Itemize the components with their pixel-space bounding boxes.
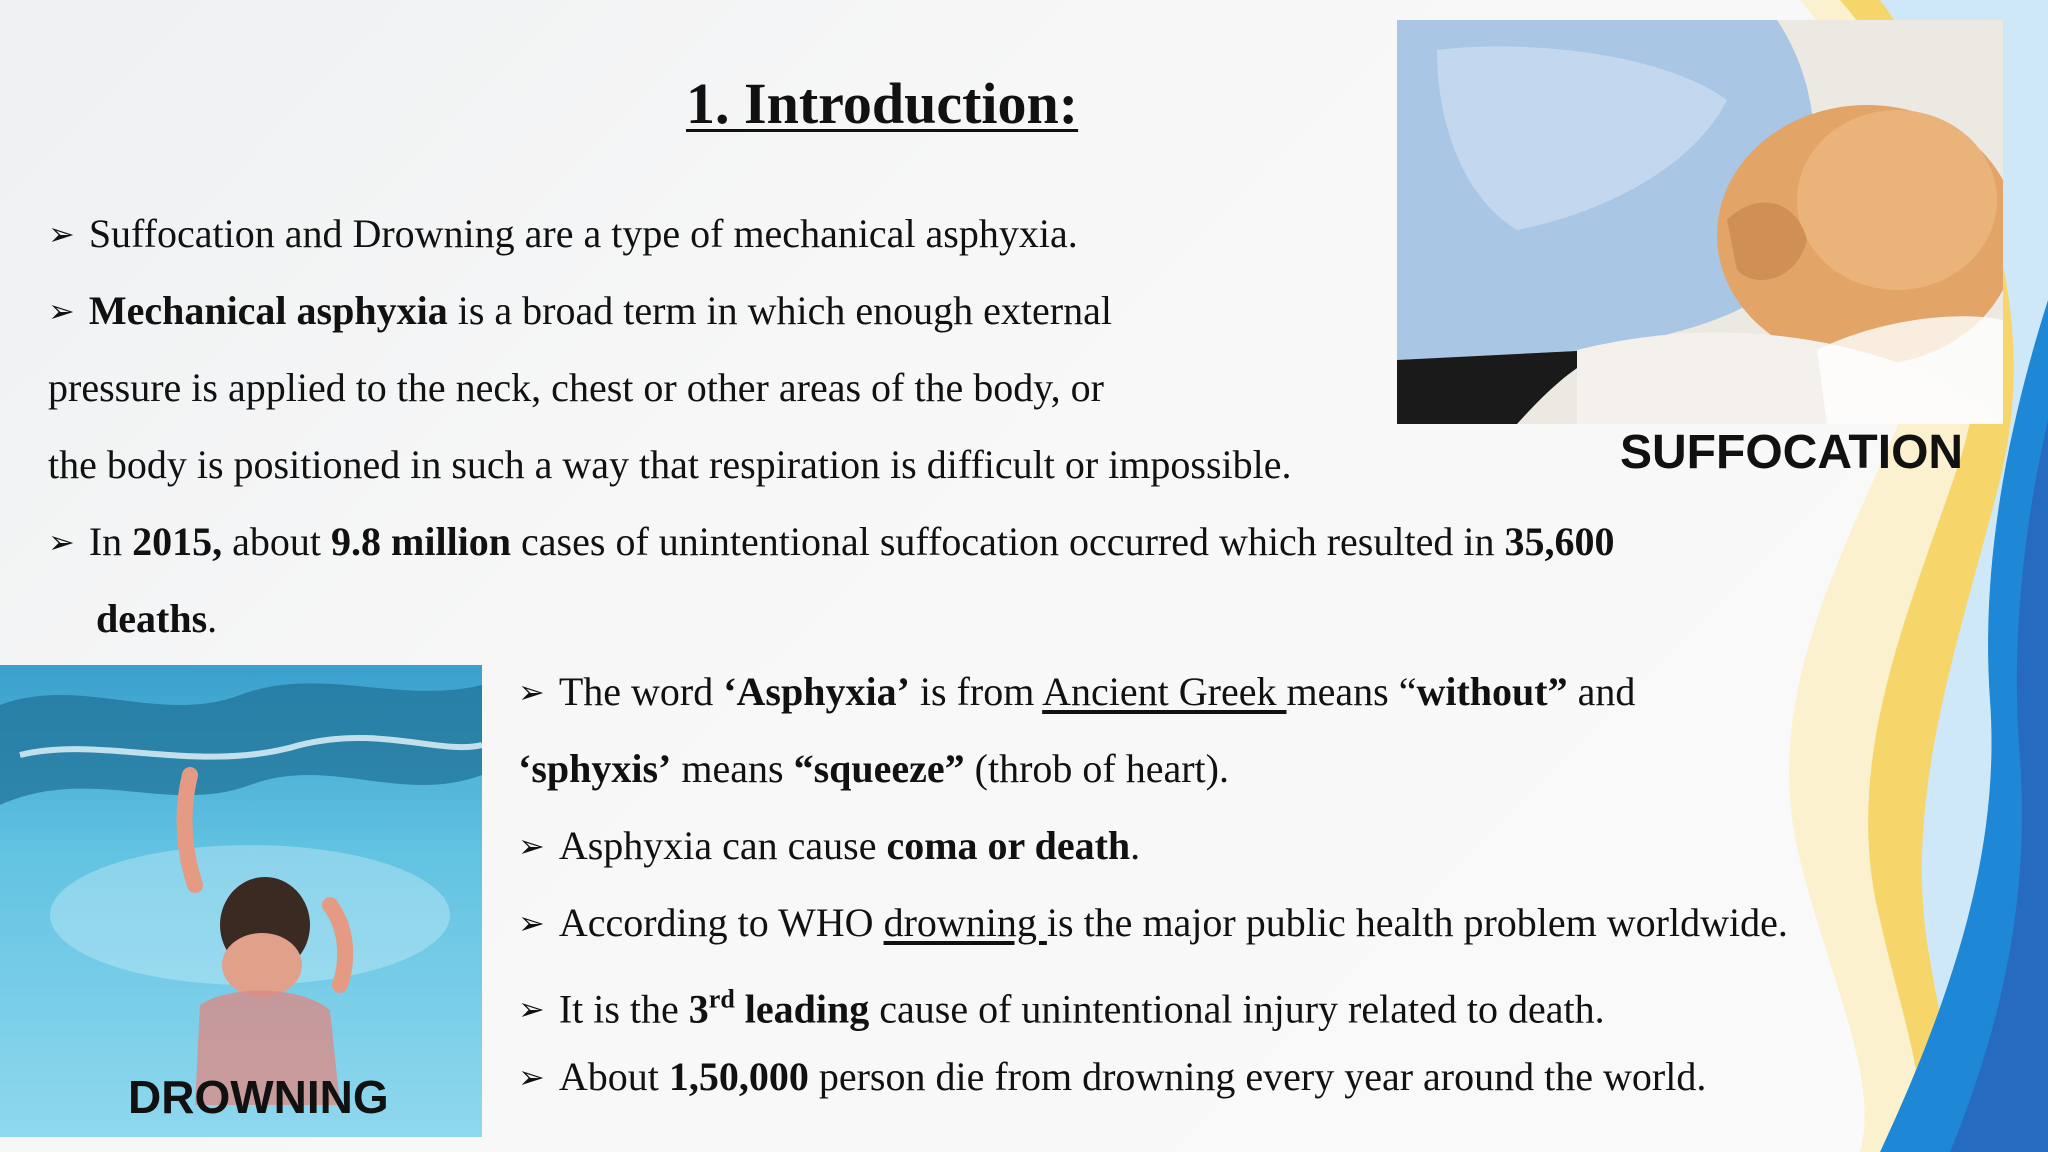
slide-title: 1. Introduction:: [686, 71, 1079, 136]
arrow-bullet-icon: ➢: [518, 990, 545, 1029]
baby-sleeping-illustration: [1397, 20, 2003, 424]
drowning-child-illustration: [0, 665, 482, 1137]
bullet-5: ➢ Asphyxia can cause coma or death.: [518, 823, 1141, 868]
drowning-caption: DROWNING: [128, 1071, 389, 1123]
bullet-1: ➢ Suffocation and Drowning are a type of mechanical asphyxia.: [48, 211, 1078, 256]
bullet-2-continuation-2: the body is positioned in such a way that respiration is difficult or impossible.: [48, 442, 1292, 487]
bullet-3: ➢ In 2015, about 9.8 million cases of unintentional suffocation occurred which resulted in 35,600: [48, 519, 1615, 564]
ancient-greek-link[interactable]: Ancient Greek: [1042, 669, 1287, 714]
bullet-3-continuation: deaths.: [96, 596, 218, 641]
suffocation-caption: SUFFOCATION: [1620, 426, 1964, 479]
arrow-bullet-icon: ➢: [518, 827, 545, 865]
drowning-image: [0, 665, 482, 1137]
arrow-bullet-icon: ➢: [518, 673, 545, 711]
bullet-8: ➢ About 1,50,000 person die from drowning every year around the world.: [518, 1054, 1707, 1099]
arrow-bullet-icon: ➢: [48, 215, 75, 253]
drowning-link[interactable]: drowning: [883, 900, 1047, 945]
suffocation-image: [1397, 20, 2003, 424]
bullet-2: ➢ Mechanical asphyxia is a broad term in which enough external: [48, 288, 1112, 333]
bullet-2-continuation-1: pressure is applied to the neck, chest or other areas of the body, or: [48, 365, 1104, 410]
arrow-bullet-icon: ➢: [518, 1058, 545, 1096]
bullet-4-continuation: ‘sphyxis’ means “squeeze” (throb of heart).: [518, 746, 1229, 791]
arrow-bullet-icon: ➢: [48, 292, 75, 330]
arrow-bullet-icon: ➢: [48, 523, 75, 561]
bullet-4: ➢ The word ‘Asphyxia’ is from Ancient Greek means “without” and: [518, 669, 1636, 714]
arrow-bullet-icon: ➢: [518, 904, 545, 942]
bullet-7: ➢ It is the 3rd leading cause of unintentional injury related to death.: [518, 985, 1605, 1032]
bullet-6: ➢ According to WHO drowning is the major public health problem worldwide.: [518, 900, 1788, 945]
